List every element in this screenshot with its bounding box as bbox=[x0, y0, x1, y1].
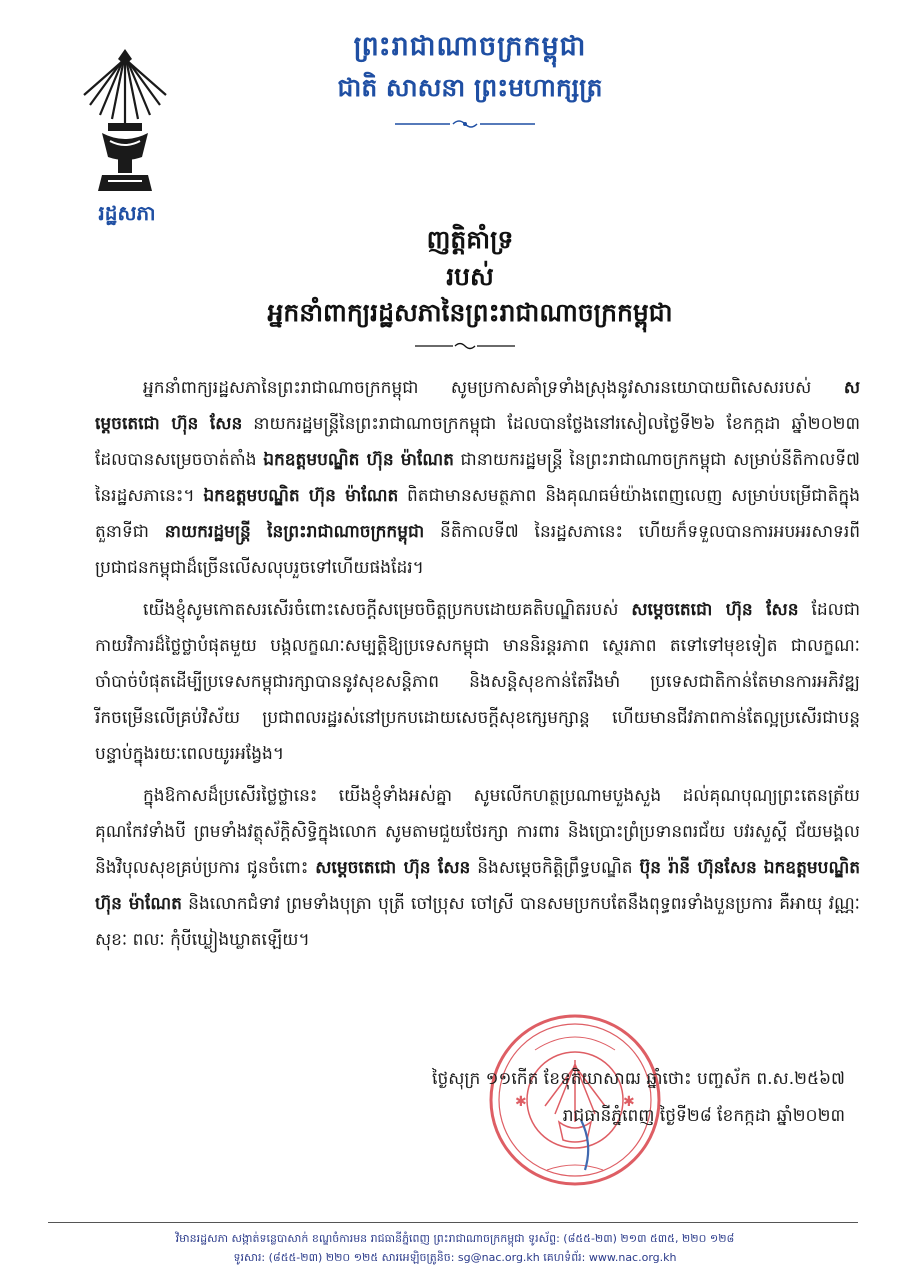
paragraph-2 bbox=[95, 592, 860, 772]
text-span: អ្នកនាំពាក្យរដ្ឋសភានៃព្រះរាជាណាចក្រកម្ពុជា សូមប្រកាសគាំទ្រទាំងស្រុងនូវសារនយោបាយពិសេសរបស់ bbox=[143, 378, 844, 398]
organization-name: រដ្ឋសភា bbox=[98, 201, 156, 225]
document-title-issuer: អ្នកនាំពាក្យរដ្ឋសភានៃព្រះរាជាណាចក្រកម្ពុជា bbox=[267, 298, 673, 327]
footer-address: វិមានរដ្ឋសភា សង្កាត់ទន្លេបាសាក់ ខណ្ឌចំការមន រាជធានីភ្នំពេញ ព្រះរាជាណាចក្រកម្ពុជា ទូរស័ព្ទ: (៨៥៥-២៣) ២១៣ ៥៣៥, ២២០ ១២៨ bbox=[175, 1232, 735, 1245]
decorative-divider-icon bbox=[395, 118, 535, 130]
text-span: ក្នុងឱកាសដ៏ប្រសើរថ្លៃថ្លានេះ យើងខ្ញុំទាំងអស់គ្នា សូមលើកហត្ថប្រណាមបួងសួង ដល់គុណបុណ្យព្រះតេនត្រ័យ គុណកែវទាំងបី ព្រមទាំងវត្ថុស័ក្តិសិទ្ធិក្នុងលោក សូមតាមជួយថែរក្សា ការពារ និងប្រោះព្រំប្រទានពរជ័យ បវរសួស្តី ជ័យមង្គលនិងវិបុលសុខគ្រប់ប្រការ ជូនចំពោះ bbox=[95, 786, 860, 878]
svg-text:✱: ✱ bbox=[623, 1094, 635, 1110]
paragraph-1 bbox=[95, 370, 860, 586]
text-span: នីតិកាលទី៧ នៃរដ្ឋសភានេះ ហើយក៏ទទួលបានការអបអរសាទរពីប្រជាជនកម្ពុជាដ៏ច្រើនលើសលុបរួចទៅហើយផងដែរ។ bbox=[95, 522, 861, 578]
text-span: និងលោកជំទាវ ព្រមទាំងបុត្រា បុត្រី ចៅប្រុស ចៅស្រី បានសមប្រកបតែនឹងពុទ្ធពរទាំងបួនប្រការ គឺអាយុ វណ្ណៈ សុខៈ ពលៈ កុំបីឃ្លៀងឃ្លាតឡើយ។ bbox=[95, 894, 860, 950]
text-span: នាយករដ្ឋមន្ត្រីនៃព្រះរាជាណាចក្រកម្ពុជា ដែលបានថ្លែងនៅរសៀលថ្ងៃទី២៦ ខែកក្កដា ឆ្នាំ២០២៣ ដែលបានសម្រេចចាត់តាំង bbox=[95, 414, 860, 470]
text-span: ដែលជាកាយវិការដ៏ថ្លៃថ្លាបំផុតមួយ បង្កលក្ខណៈសម្បត្តិឱ្យប្រទេសកម្ពុជា មាននិរន្តរភាព ស្ថេរភាព តទៅទៅមុខទៀត ជាលក្ខណៈចាំបាច់បំផុតដើម្បីប្រទេសកម្ពុជារក្សាបាននូវសុខសន្តិភាព និងសន្តិសុខកាន់តែរឹងមាំ ប្រទេសជាតិកាន់តែមានការអភិវឌ្ឍរីកចម្រើនលើគ្រប់វិស័យ ប្រជាពលរដ្ឋរស់នៅប្រកបដោយសេចក្តីសុខក្សេមក្សាន្ត ហើយមានជីវភាពកាន់តែល្អប្រសើរជាបន្តបន្ទាប់ក្នុងរយៈពេលយូរអង្វែង។ bbox=[95, 600, 861, 764]
person-name-bun-rany: ប៊ុន រ៉ានី ហ៊ុនសែន bbox=[639, 858, 757, 878]
text-span: ពិតជាមានសមត្ថភាព និងគុណធម៌យ៉ាងពេញលេញ សម្រាប់បម្រើជាតិក្នុងតួនាទីជា bbox=[95, 486, 860, 542]
person-name-hun-sen: សម្តេចតេជោ ហ៊ុន សែន bbox=[631, 600, 799, 620]
national-assembly-emblem-icon bbox=[80, 45, 170, 195]
paragraph-3 bbox=[95, 778, 860, 958]
text-span bbox=[757, 858, 764, 878]
person-name-hun-manet: ឯកឧត្តមបណ្ឌិត ហ៊ុន ម៉ាណែត bbox=[263, 450, 454, 470]
position-title: នាយករដ្ឋមន្ត្រី នៃព្រះរាជាណាចក្រកម្ពុជា bbox=[164, 522, 425, 542]
place-and-date: រាជធានីភ្នំពេញ ថ្ងៃទី២៨ ខែកក្កដា ឆ្នាំ២០២៣ bbox=[562, 1106, 845, 1126]
person-name-hun-manet: ឯកឧត្តមបណ្ឌិត ហ៊ុន ម៉ាណែត bbox=[95, 858, 860, 914]
kingdom-heading: ព្រះរាជាណាចក្រកម្ពុជា bbox=[353, 31, 587, 62]
letter-body bbox=[95, 370, 860, 964]
text-span: យើងខ្ញុំសូមកោតសរសើរចំពោះសេចក្តីសម្រេចចិត្តប្រកបដោយគតិបណ្ឌិតរបស់ bbox=[143, 600, 632, 620]
decorative-divider-icon bbox=[415, 340, 515, 352]
lunar-date: ថ្ងៃសុក្រ ១១កើត ខែទុតិយាសាឍ ឆ្នាំថោះ បញ្ចស័ក ព.ស.២៥៦៧ bbox=[432, 1069, 845, 1089]
person-name-hun-sen: សម្តេចតេជោ ហ៊ុន សែន bbox=[95, 378, 860, 434]
national-motto: ជាតិ សាសនា ព្រះមហាក្សត្រ bbox=[337, 73, 603, 102]
text-span: និងសម្តេចកិត្តិព្រឹទ្ធបណ្ឌិត bbox=[470, 858, 640, 878]
svg-text:✱: ✱ bbox=[515, 1094, 527, 1110]
person-name-hun-sen: សម្តេចតេជោ ហ៊ុន សែន bbox=[315, 858, 471, 878]
person-name-hun-manet: ឯកឧត្តមបណ្ឌិត ហ៊ុន ម៉ាណែត bbox=[203, 486, 399, 506]
document-title-of: របស់ bbox=[446, 262, 494, 291]
official-seal-stamp-icon bbox=[485, 1010, 665, 1190]
footer-divider bbox=[48, 1222, 858, 1223]
text-span: ជានាយករដ្ឋមន្ត្រី នៃព្រះរាជាណាចក្រកម្ពុជា សម្រាប់នីតិកាលទី៧ នៃរដ្ឋសភានេះ។ bbox=[95, 450, 860, 506]
document-title: ញត្តិគាំទ្រ bbox=[426, 225, 514, 254]
footer-contact: ទូរសារ: (៨៥៥-២៣) ២២០ ១២៥ សារអេឡិចត្រូនិច: sg@nac.org.kh គេហទំព័រ: www.nac.org.kh bbox=[233, 1251, 677, 1264]
